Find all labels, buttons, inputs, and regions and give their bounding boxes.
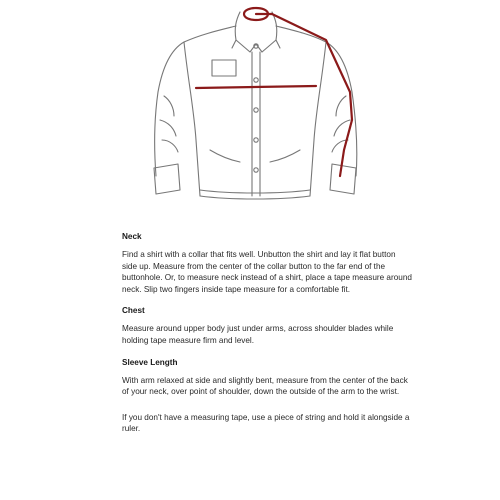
neck-section	[122, 232, 412, 295]
shirt-illustration	[140, 0, 370, 210]
section-title: Neck	[122, 232, 142, 241]
section-body: Find a shirt with a collar that fits well. Unbutton the shirt and lay it flat button side up. Measure from the center of the collar button to the far end of the buttonhole. Or, to measure neck instead of a shirt, place a tape measure around neck. Slip two fingers inside tape measure for a comfortable fit.	[122, 250, 412, 294]
section-body: Measure around upper body just under arms, across shoulder blades while holding tape measure firm and level.	[122, 324, 394, 345]
section-title: Sleeve Length	[122, 357, 178, 367]
shirt-measurement-sketch-icon	[140, 0, 370, 210]
sleeve-length-section	[122, 358, 412, 398]
measuring-tip-note: If you don't have a measuring tape, use a piece of string and hold it alongside a ruler.	[122, 412, 410, 434]
chest-section	[122, 306, 412, 346]
section-body: With arm relaxed at side and slightly bent, measure from the center of the back of your neck, over point of shoulder, down the outside of the arm to the wrist.	[122, 375, 408, 397]
section-title: Chest	[122, 306, 145, 316]
measurement-guide	[122, 232, 412, 435]
